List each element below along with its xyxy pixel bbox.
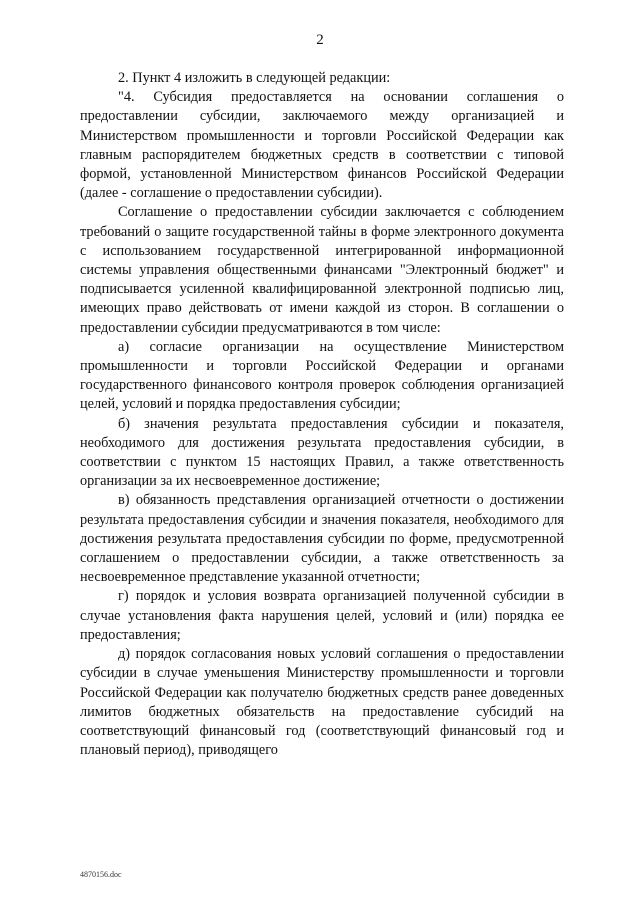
page-number: 2 [316, 32, 324, 48]
paragraph-clause-g: г) порядок и условия возврата организацией полученной субсидии в случае установления факта нарушения целей, условий и (или) порядка ее предоставления; [80, 588, 564, 643]
paragraph-clause-v: в) обязанность представления организацией отчетности о достижении результата предоставления субсидии и значения показателя, необходимого для достижения результата предоставления субсидии по форме, предусмотренной соглашением о предоставлении субсидии, а также ответственность за несвоевременное представление указанной отчетности; [80, 492, 564, 586]
paragraph-clause-b: б) значения результата предоставления субсидии и показателя, необходимого для достижения результата предоставления субсидии, в соответствии с пунктом 15 настоящих Правил, а также ответственность организации за их несвоевременное достижение; [80, 415, 564, 490]
paragraph-item-2-heading: 2. Пункт 4 изложить в следующей редакции: [118, 70, 391, 86]
paragraph-clause-d: д) порядок согласования новых условий соглашения о предоставлении субсидии в случае уменьшения Министерству промышленности и торговли Российской Федерации как получателю бюджетных средств ранее доведенных лимитов бюджетных обязательств на предоставление субсидий на соответствующий финансовый год (соответствующий финансовый год и плановый период), приводящего [80, 646, 564, 759]
document-file-code: 4870156.doc [80, 870, 122, 879]
paragraph-subsidy-agreement: "4. Субсидия предоставляется на основании соглашения о предоставлении субсидии, заключаемого между организацией и Министерством промышленности и торговли Российской Федерации как главным распорядителем бюджетных средств в соответствии с типовой формой, установленной Министерством финансов Российской Федерации (далее - соглашение о предоставлении субсидии). [80, 89, 564, 202]
document-body [80, 69, 564, 760]
paragraph-clause-a: а) согласие организации на осуществление Министерством промышленности и торговли Российской Федерации и органами государственного финансового контроля проверок соблюдения организацией целей, условий и порядка предоставления субсидии; [80, 338, 564, 413]
paragraph-agreement-conclusion: Соглашение о предоставлении субсидии заключается с соблюдением требований о защите государственной тайны в форме электронного документа с использованием государственной интегрированной информационной системы управления общественными финансами "Электронный бюджет" и подписывается усиленной квалифицированной электронной подписью лиц, имеющих право действовать от имени каждой из сторон. В соглашении о предоставлении субсидии предусматриваются в том числе: [80, 204, 564, 336]
